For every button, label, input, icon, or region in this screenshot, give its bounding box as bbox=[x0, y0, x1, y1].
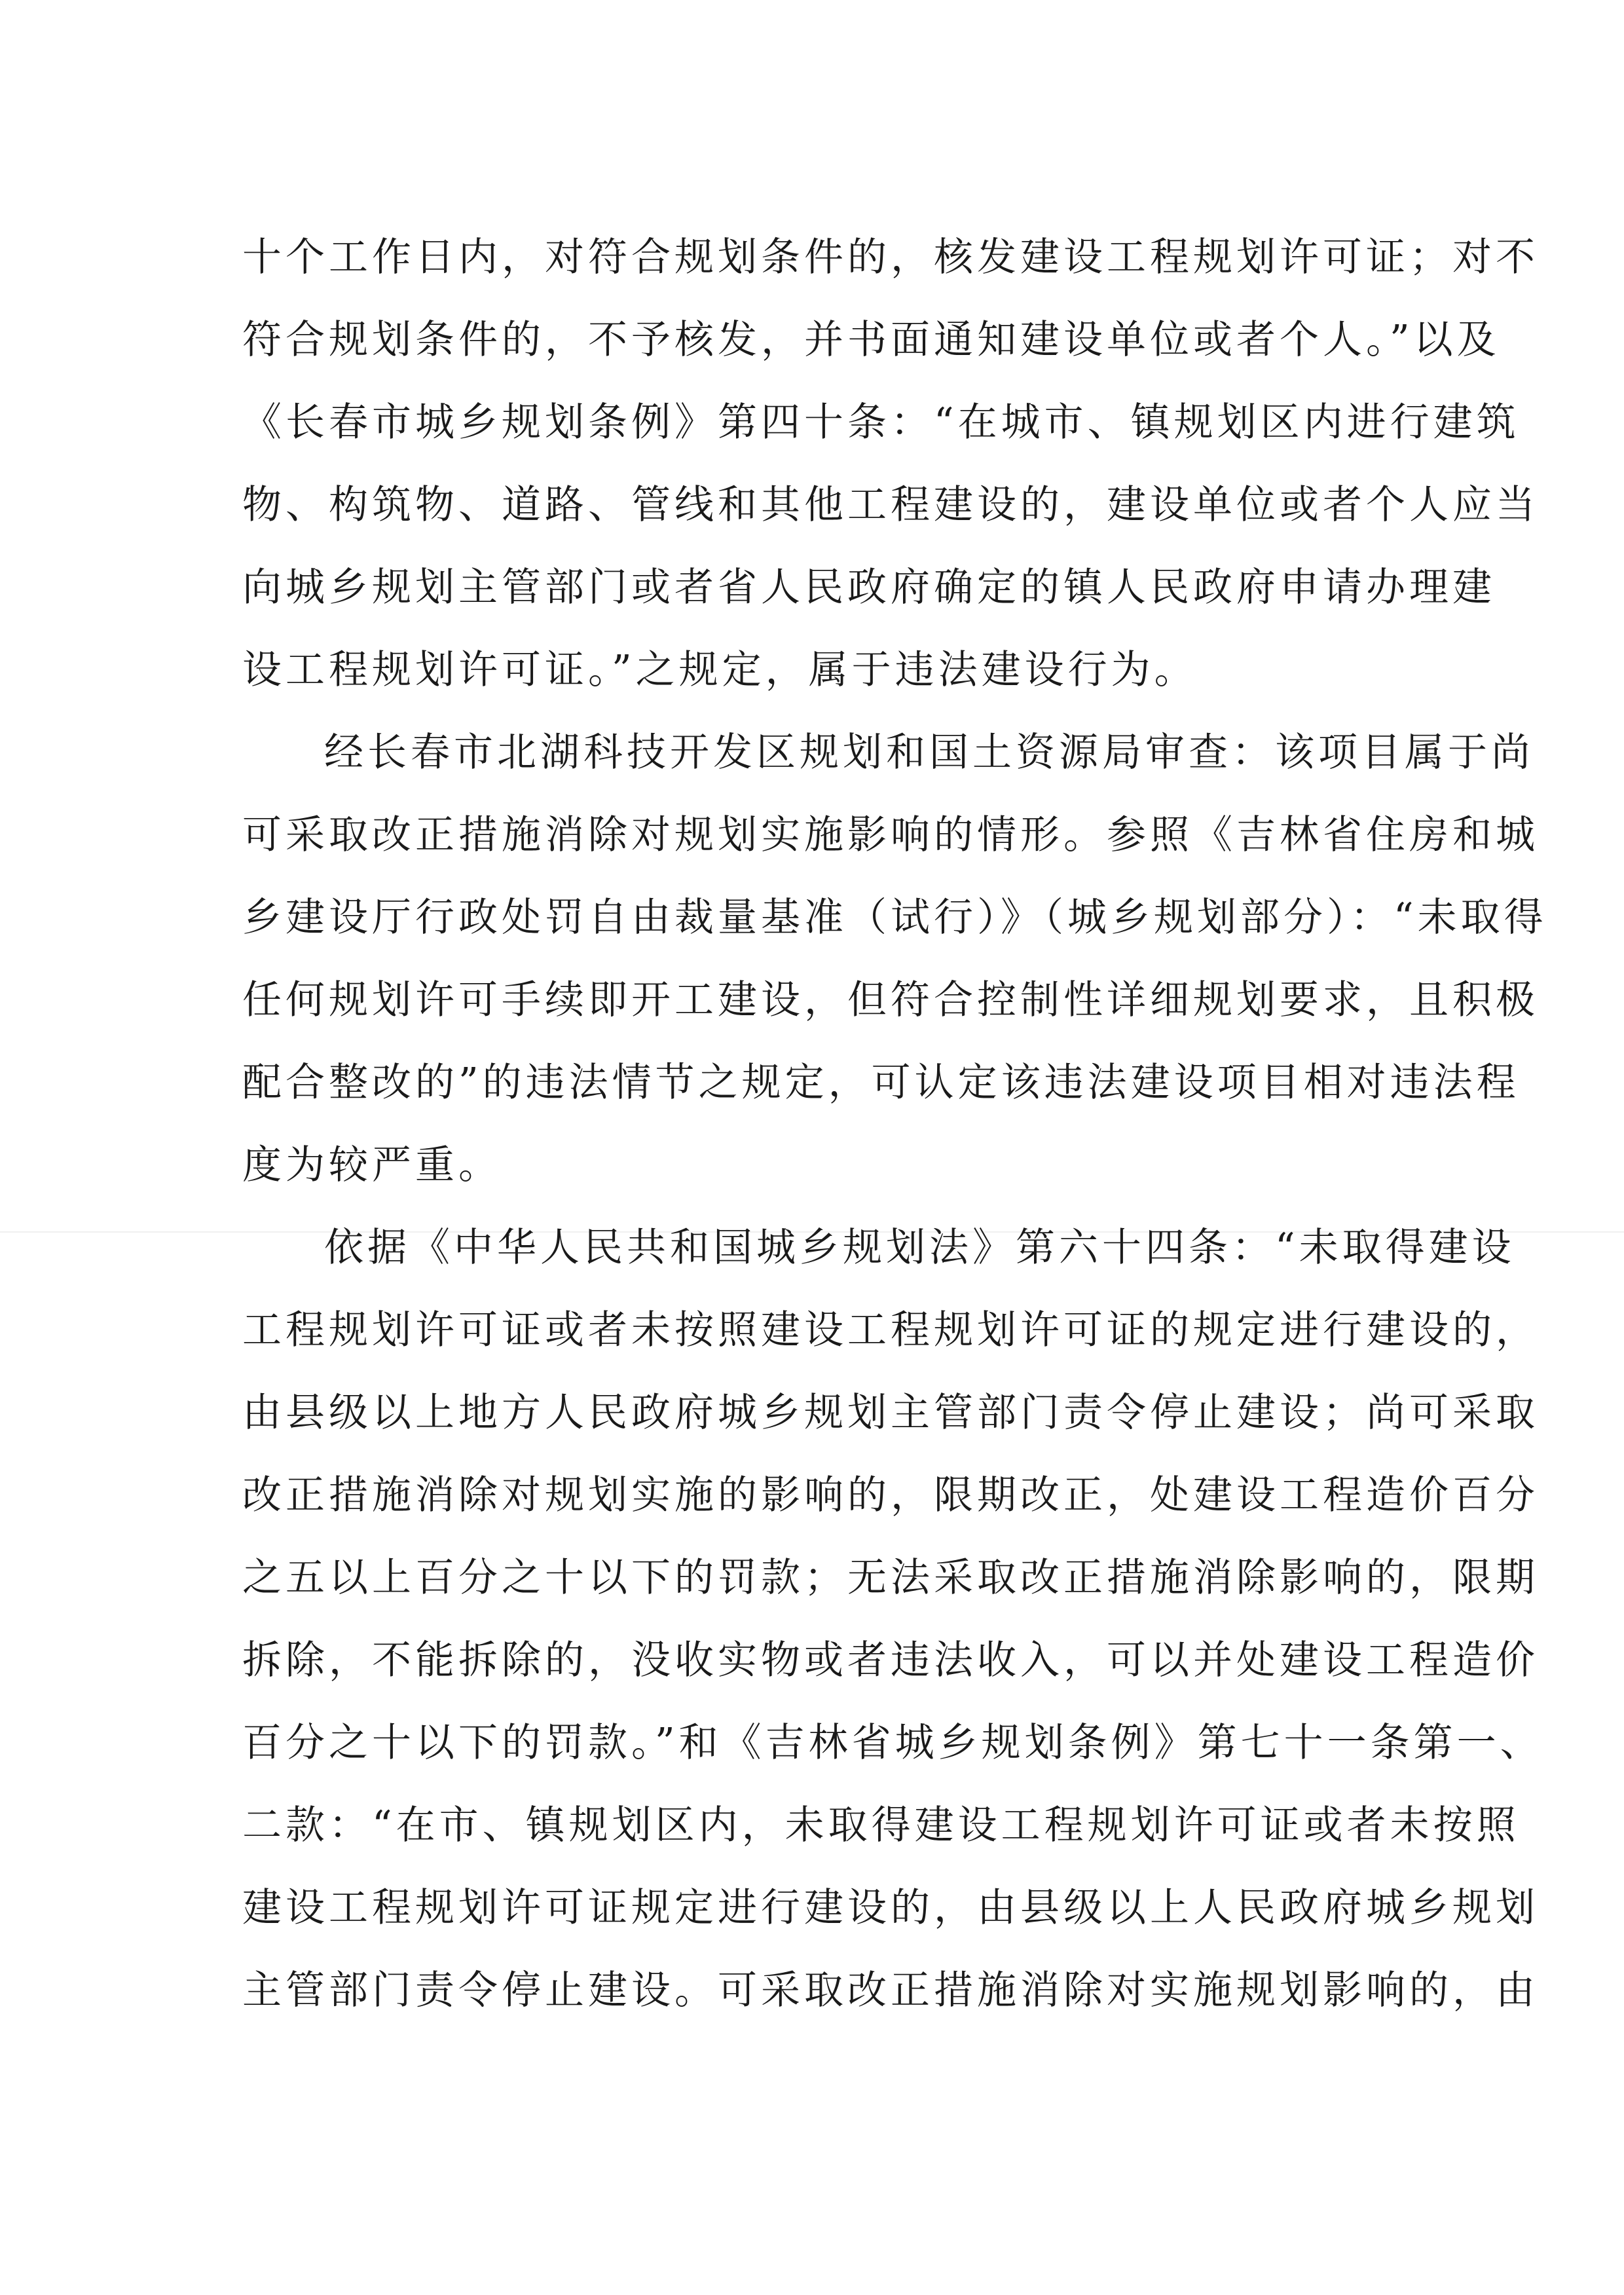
text-line: 十个工作日内，对符合规划条件的，核发建设工程规划许可证；对不 bbox=[242, 234, 1539, 280]
text-line: 向城乡规划主管部门或者省人民政府确定的镇人民政府申请办理建 bbox=[242, 565, 1496, 610]
text-line: 设工程规划许可证。”之规定，属于违法建设行为。 bbox=[242, 647, 1198, 693]
document-body bbox=[242, 216, 1547, 2032]
text-line: 符合规划条件的，不予核发，并书面通知建设单位或者个人。”以及 bbox=[242, 317, 1500, 363]
text-line: 物、构筑物、道路、管线和其他工程建设的，建设单位或者个人应当 bbox=[242, 482, 1539, 528]
text-line: 工程规划许可证或者未按照建设工程规划许可证的规定进行建设的， bbox=[242, 1307, 1539, 1353]
text-line: 《长春市城乡规划条例》第四十条：“在城市、镇规划区内进行建筑 bbox=[242, 400, 1520, 445]
text-line-indented: 依据《中华人民共和国城乡规划法》第六十四条：“未取得建设 bbox=[324, 1225, 1515, 1271]
text-line: 百分之十以下的罚款。”和《吉林省城乡规划条例》第七十一条第一、 bbox=[242, 1720, 1543, 1766]
text-line: 任何规划许可手续即开工建设，但符合控制性详细规划要求，且积极 bbox=[242, 977, 1539, 1023]
text-line: 二款：“在市、镇规划区内，未取得建设工程规划许可证或者未按照 bbox=[242, 1802, 1520, 1848]
text-line: 配合整改的”的违法情节之规定，可认定该违法建设项目相对违法程 bbox=[242, 1060, 1520, 1106]
text-line: 乡建设厅行政处罚自由裁量基准（试行）》（城乡规划部分）：“未取得 bbox=[242, 895, 1547, 941]
text-line: 之五以上百分之十以下的罚款；无法采取改正措施消除影响的，限期 bbox=[242, 1555, 1539, 1601]
text-line-indented: 经长春市北湖科技开发区规划和国土资源局审查：该项目属于尚 bbox=[324, 730, 1534, 775]
paragraph-1 bbox=[242, 216, 1539, 711]
paragraph-2 bbox=[242, 711, 1547, 1206]
text-line: 可采取改正措施消除对规划实施影响的情形。参照《吉林省住房和城 bbox=[242, 812, 1539, 858]
text-line: 主管部门责令停止建设。可采取改正措施消除对实施规划影响的，由 bbox=[242, 1968, 1539, 2013]
text-line: 由县级以上地方人民政府城乡规划主管部门责令停止建设；尚可采取 bbox=[242, 1390, 1539, 1436]
text-line: 建设工程规划许可证规定进行建设的，由县级以上人民政府城乡规划 bbox=[242, 1885, 1539, 1931]
paragraph-3 bbox=[242, 1206, 1543, 2032]
text-line: 度为较严重。 bbox=[242, 1142, 502, 1188]
text-line: 拆除，不能拆除的，没收实物或者违法收入，可以并处建设工程造价 bbox=[242, 1637, 1539, 1683]
text-line: 改正措施消除对规划实施的影响的，限期改正，处建设工程造价百分 bbox=[242, 1472, 1539, 1518]
